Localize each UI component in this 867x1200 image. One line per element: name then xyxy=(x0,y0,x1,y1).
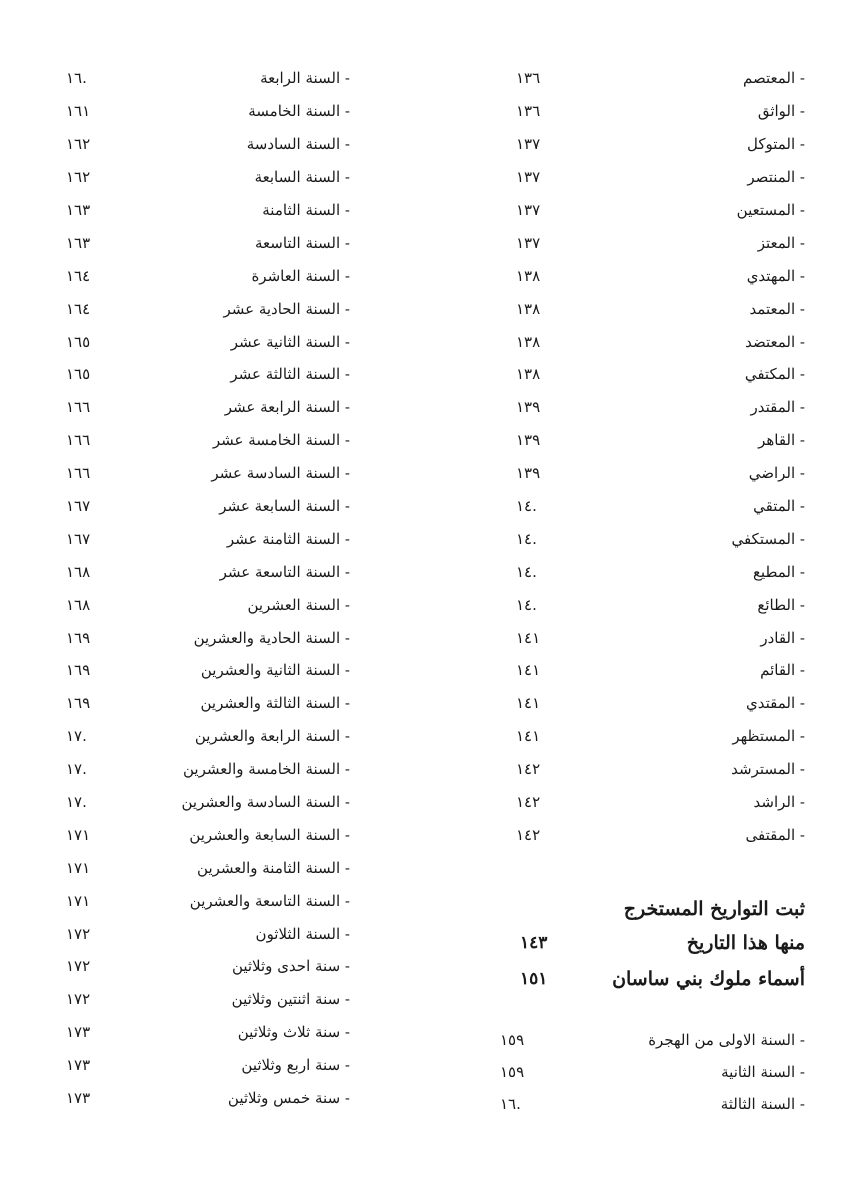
entry-page-number: ١٦٦ xyxy=(66,398,91,417)
index-entry xyxy=(500,522,805,555)
entry-page-number: ١٤١ xyxy=(516,661,541,680)
entry-title: - السنة الثامنة xyxy=(262,201,350,219)
heading-row xyxy=(500,961,805,997)
index-entry xyxy=(60,851,350,884)
entry-page-number: ١٤. xyxy=(516,529,537,548)
entry-title: - السنة الحادية والعشرين xyxy=(193,628,350,647)
entry-title: - المعتز xyxy=(757,233,805,252)
heading-page-number: ١٥١ xyxy=(520,969,548,989)
entry-page-number: ١٤١ xyxy=(516,628,541,647)
entry-page-number: ١٦٧ xyxy=(66,497,91,516)
entry-title: - المهتدي xyxy=(746,266,805,285)
index-entry xyxy=(60,161,350,194)
index-entry xyxy=(60,654,350,687)
entry-page-number: ١٤٢ xyxy=(516,793,541,812)
entry-title: - السنة السابعة عشر xyxy=(219,497,350,516)
entry-page-number: ١٦٦ xyxy=(66,464,91,483)
entry-page-number: ١٦٤ xyxy=(66,299,91,318)
index-entry xyxy=(60,194,350,227)
entry-title: - السنة الثانية والعشرين xyxy=(200,661,350,680)
index-entry xyxy=(60,621,350,654)
entry-page-number: ١٦٣ xyxy=(66,201,91,219)
entry-title: - السنة السابعة xyxy=(254,168,350,187)
entry-page-number: ١٥٩ xyxy=(500,1063,525,1081)
entry-page-number: ١٣٧ xyxy=(516,233,541,252)
entry-page-number: ١٧. xyxy=(66,727,87,746)
caliphs-index-column xyxy=(500,62,805,851)
entry-page-number: ١٤. xyxy=(516,497,537,516)
entry-page-number: ١٤. xyxy=(516,562,537,581)
entry-page-number: ١٣٧ xyxy=(516,201,541,219)
entry-title: - المعتضد xyxy=(745,332,805,351)
index-entry xyxy=(500,1088,805,1120)
entry-page-number: ١٧١ xyxy=(66,825,91,844)
entry-page-number: ١٧. xyxy=(66,760,87,779)
entry-title: - السنة الخامسة والعشرين xyxy=(183,760,350,779)
entry-title: - السنة الثالثة xyxy=(720,1095,805,1113)
entry-page-number: ١٦٢ xyxy=(66,135,91,154)
entry-title: - السنة التاسعة والعشرين xyxy=(189,891,350,910)
index-entry xyxy=(500,720,805,753)
index-entry xyxy=(60,95,350,128)
index-entry xyxy=(500,128,805,161)
index-entry xyxy=(500,457,805,490)
entry-title: - المنتصر xyxy=(747,168,805,187)
entry-page-number: ١٣٧ xyxy=(516,135,541,154)
entry-page-number: ١٣٧ xyxy=(516,168,541,187)
entry-title: - المقتفى xyxy=(745,825,805,844)
index-entry xyxy=(500,292,805,325)
hijri-years-column xyxy=(60,62,350,1115)
entry-title: - الراضي xyxy=(748,464,805,483)
index-entry xyxy=(500,687,805,720)
entry-title: - المقتدر xyxy=(750,398,805,417)
entry-title: - السنة الثامنة عشر xyxy=(226,529,350,548)
entry-title: - سنة اربع وثلاثين xyxy=(241,1056,350,1075)
index-entry xyxy=(60,325,350,358)
entry-title: - المكتفي xyxy=(744,365,805,384)
entry-page-number: ١٣٨ xyxy=(516,299,541,318)
entry-title: - القائم xyxy=(760,661,805,680)
entry-page-number: ١٣٨ xyxy=(516,332,541,351)
entry-page-number: ١٣٩ xyxy=(516,464,541,483)
index-entry xyxy=(60,720,350,753)
heading-page-number: ١٤٣ xyxy=(520,933,548,953)
index-entry xyxy=(500,161,805,194)
index-entry xyxy=(60,226,350,259)
entry-title: - السنة السادسة عشر xyxy=(211,464,350,483)
index-entry xyxy=(500,358,805,391)
index-entry xyxy=(500,62,805,95)
index-entry xyxy=(500,654,805,687)
index-entry xyxy=(500,424,805,457)
index-entry xyxy=(60,983,350,1016)
index-entry xyxy=(500,95,805,128)
entry-title: - الواثق xyxy=(757,102,805,121)
entry-page-number: ١٣٨ xyxy=(516,365,541,384)
entry-title: - سنة احدى وثلاثين xyxy=(231,957,350,976)
entry-page-number: ١٦٥ xyxy=(66,332,91,351)
index-entry xyxy=(500,818,805,851)
entry-page-number: ١٦٩ xyxy=(66,661,91,680)
entry-page-number: ١٦٧ xyxy=(66,529,91,548)
heading-sasanian-kings: أسماء ملوك بني ساسان xyxy=(612,968,805,990)
index-entry xyxy=(60,950,350,983)
index-entry xyxy=(60,128,350,161)
index-entry xyxy=(60,884,350,917)
entry-page-number: ١٣٨ xyxy=(516,266,541,285)
index-entry xyxy=(60,917,350,950)
entry-page-number: ١٤١ xyxy=(516,694,541,713)
entry-page-number: ١٧٣ xyxy=(66,1023,91,1042)
entry-page-number: ١٦٥ xyxy=(66,365,91,384)
entry-page-number: ١٦١ xyxy=(66,102,91,121)
index-entry xyxy=(60,1082,350,1115)
heading-sabt-title: ثبت التواريخ المستخرج xyxy=(623,898,805,920)
index-entry xyxy=(500,588,805,621)
hijri-years-start xyxy=(500,1024,805,1120)
entry-title: - المطيع xyxy=(752,562,805,581)
index-entry xyxy=(500,259,805,292)
index-entry xyxy=(500,621,805,654)
entry-page-number: ١٦٩ xyxy=(66,628,91,647)
entry-page-number: ١٣٦ xyxy=(516,69,541,88)
entry-page-number: ١٤١ xyxy=(516,727,541,746)
entry-page-number: ١٤٢ xyxy=(516,760,541,779)
entry-page-number: ١٥٩ xyxy=(500,1031,525,1049)
entry-page-number: ١٧. xyxy=(66,793,87,812)
entry-title: - السنة الرابعة والعشرين xyxy=(194,727,350,746)
entry-title: - المقتدي xyxy=(746,694,805,713)
entry-title: - المتوكل xyxy=(746,135,805,154)
entry-title: - السنة السادسة والعشرين xyxy=(181,793,350,812)
index-entry xyxy=(500,753,805,786)
index-entry xyxy=(60,687,350,720)
entry-page-number: ١٤٢ xyxy=(516,825,541,844)
entry-title: - السنة الحادية عشر xyxy=(223,299,350,318)
entry-title: - المستظهر xyxy=(732,727,805,746)
index-entry xyxy=(500,226,805,259)
index-entry xyxy=(60,753,350,786)
entry-title: - السنة الثامنة والعشرين xyxy=(197,858,350,877)
entry-page-number: ١٣٩ xyxy=(516,431,541,450)
entry-title: - المستكفي xyxy=(731,529,805,548)
index-entry xyxy=(60,555,350,588)
entry-title: - السنة الثلاثون xyxy=(255,924,350,943)
entry-title: - سنة ثلاث وثلاثين xyxy=(237,1023,350,1042)
entry-page-number: ١٦٨ xyxy=(66,595,91,614)
entry-page-number: ١٤. xyxy=(516,595,537,614)
entry-title: - السنة السادسة xyxy=(246,135,350,154)
index-entry xyxy=(60,424,350,457)
index-entry xyxy=(500,555,805,588)
entry-title: - القادر xyxy=(760,628,805,647)
entry-page-number: ١٦٤ xyxy=(66,266,91,285)
entry-title: - السنة العشرين xyxy=(247,595,350,614)
index-entry xyxy=(60,490,350,523)
entry-title: - السنة الرابعة عشر xyxy=(224,398,350,417)
index-entry xyxy=(500,391,805,424)
heading-history-title: منها هذا التاريخ xyxy=(686,932,805,954)
index-entry xyxy=(500,490,805,523)
entry-page-number: ١٧٢ xyxy=(66,924,91,943)
entry-page-number: ١٦٦ xyxy=(66,431,91,450)
index-entry xyxy=(60,457,350,490)
entry-title: - السنة الخامسة عشر xyxy=(212,431,350,450)
entry-page-number: ١٣٦ xyxy=(516,102,541,121)
index-entry xyxy=(500,786,805,819)
entry-page-number: ١٧١ xyxy=(66,858,91,877)
index-entry xyxy=(500,1056,805,1088)
index-entry xyxy=(60,818,350,851)
entry-title: - السنة العاشرة xyxy=(251,266,350,285)
entry-title: - السنة السابعة والعشرين xyxy=(189,825,350,844)
entry-title: - الطائع xyxy=(757,595,805,614)
entry-page-number: ١٦٢ xyxy=(66,168,91,187)
entry-title: - المعتصم xyxy=(743,69,805,88)
entry-title: - المسترشد xyxy=(731,760,805,779)
entry-title: - السنة الخامسة xyxy=(248,102,350,121)
entry-title: - السنة التاسعة xyxy=(255,233,350,252)
heading-row xyxy=(500,925,805,961)
index-entry xyxy=(60,522,350,555)
entry-title: - السنة الرابعة xyxy=(260,69,350,88)
entry-title: - المستعين xyxy=(736,201,805,219)
index-entry xyxy=(60,786,350,819)
entry-page-number: ١٦٣ xyxy=(66,233,91,252)
entry-title: - السنة الاولى من الهجرة xyxy=(648,1031,805,1049)
entry-page-number: ١٧٣ xyxy=(66,1089,91,1108)
entry-page-number: ١٣٩ xyxy=(516,398,541,417)
entry-page-number: ١٦. xyxy=(66,69,87,88)
entry-page-number: ١٦٨ xyxy=(66,562,91,581)
entry-title: - المعتمد xyxy=(749,299,805,318)
index-entry xyxy=(500,194,805,227)
index-entry xyxy=(60,588,350,621)
entry-page-number: ١٦. xyxy=(500,1095,521,1113)
index-entry xyxy=(60,358,350,391)
index-entry xyxy=(60,1016,350,1049)
entry-page-number: ١٧٢ xyxy=(66,957,91,976)
entry-title: - السنة التاسعة عشر xyxy=(219,562,350,581)
entry-page-number: ١٧١ xyxy=(66,891,91,910)
section-headings xyxy=(500,893,805,997)
entry-title: - السنة الثالثة عشر xyxy=(230,365,350,384)
entry-title: - السنة الثانية xyxy=(721,1063,805,1081)
entry-title: - سنة خمس وثلاثين xyxy=(227,1089,350,1108)
entry-page-number: ١٧٣ xyxy=(66,1056,91,1075)
index-entry xyxy=(500,1024,805,1056)
index-entry xyxy=(60,1049,350,1082)
index-entry xyxy=(60,292,350,325)
entry-title: - المتقي xyxy=(753,497,805,516)
index-entry xyxy=(60,62,350,95)
entry-title: - القاهر xyxy=(758,431,805,450)
index-entry xyxy=(500,325,805,358)
index-entry xyxy=(60,259,350,292)
entry-title: - السنة الثالثة والعشرين xyxy=(200,694,350,713)
entry-title: - الراشد xyxy=(753,793,805,812)
entry-page-number: ١٦٩ xyxy=(66,694,91,713)
heading-row xyxy=(500,893,805,925)
entry-title: - سنة اثنتين وثلاثين xyxy=(231,990,350,1009)
index-entry xyxy=(60,391,350,424)
entry-page-number: ١٧٢ xyxy=(66,990,91,1009)
entry-title: - السنة الثانية عشر xyxy=(230,332,350,351)
